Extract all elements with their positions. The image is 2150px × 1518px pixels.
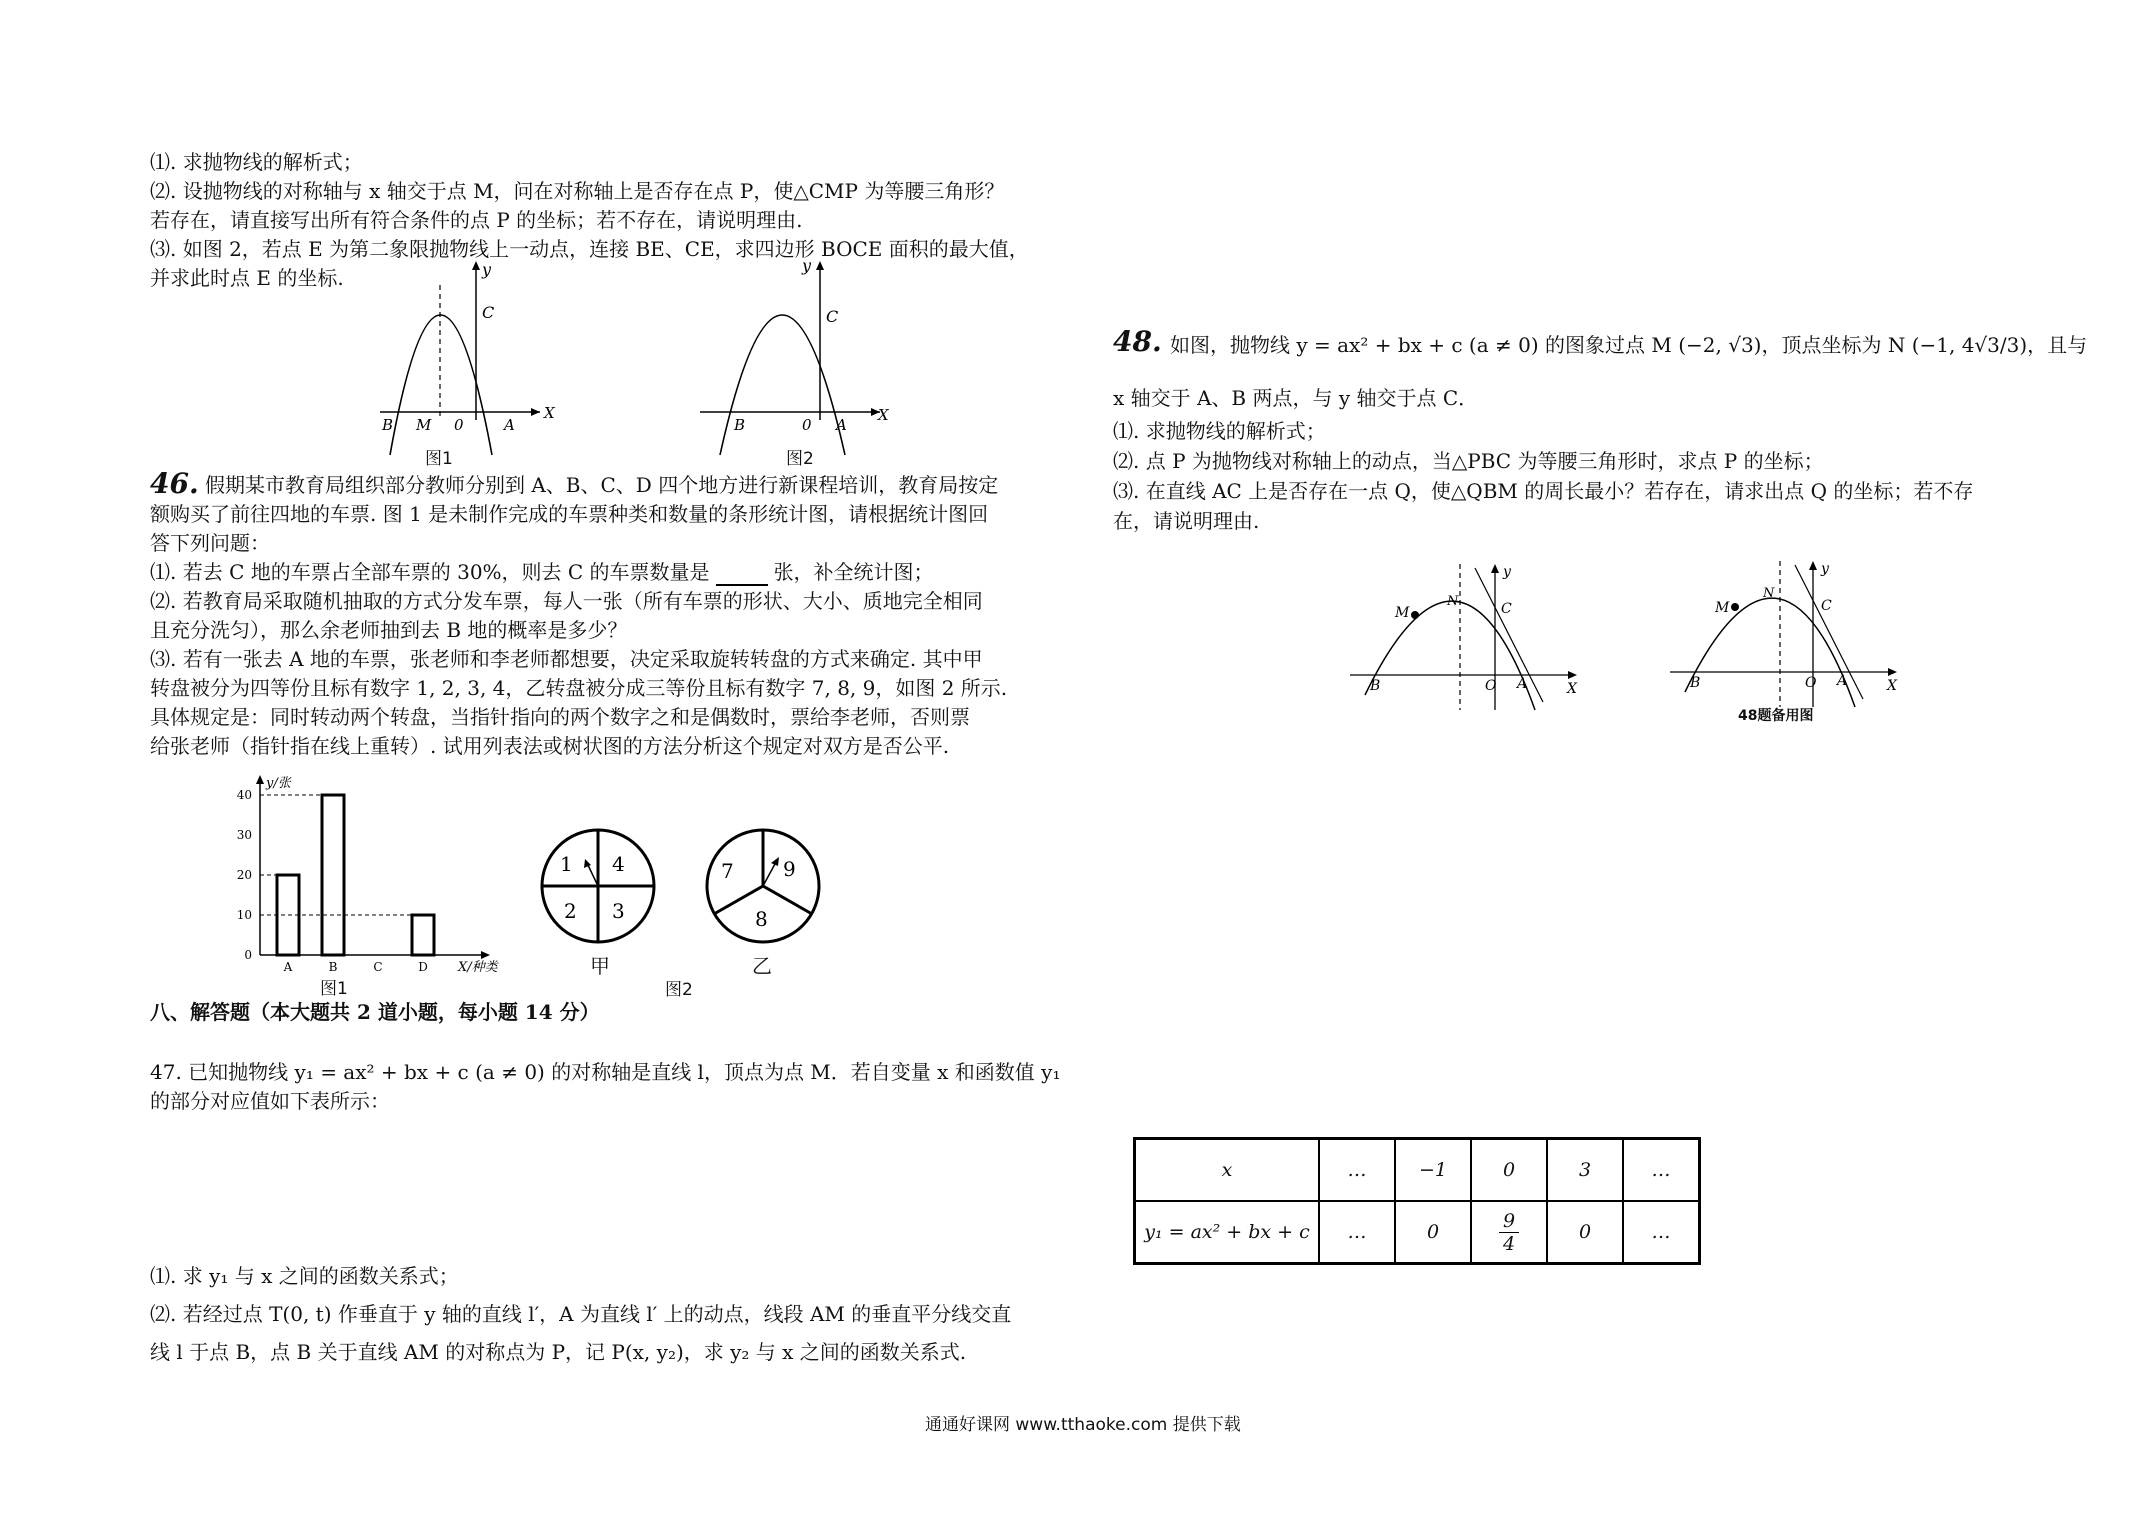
- q48-part3: ⑶. 在直线 AC 上是否存在一点 Q，使△QBM 的周长最小？若存在，请求出点 Q 的坐标；若不存: [1113, 479, 1974, 503]
- q45f1-m-label: M: [416, 416, 432, 434]
- q45f1-b-label: B: [382, 416, 394, 434]
- x-tick-label: A: [283, 960, 293, 974]
- q46-part3-cont-3: 给张老师（指针指在线上重转）. 试用列表法或树状图的方法分析这个规定对双方是否公平.: [150, 734, 950, 758]
- q48f1-o-label: O: [1485, 678, 1497, 694]
- q45-figure-2-caption: 图2: [786, 449, 814, 469]
- q48-part3-cont: 在，请说明理由.: [1113, 509, 1260, 533]
- q48f2-n-label: N: [1763, 586, 1775, 601]
- x-axis-arrow: [481, 951, 490, 959]
- table-cell: −1: [1395, 1139, 1471, 1202]
- q45f2-o-label: 0: [802, 416, 812, 434]
- q47-part1: ⑴. 求 y₁ 与 x 之间的函数关系式；: [150, 1264, 459, 1288]
- q48-part2: ⑵. 点 P 为抛物线对称轴上的动点，当△PBC 为等腰三角形时，求点 P 的坐标；: [1113, 449, 1824, 473]
- q45-figure-1-caption: 图1: [425, 449, 453, 469]
- fraction-numerator: 9: [1499, 1210, 1519, 1233]
- spinner-yi: [703, 826, 823, 946]
- q45-figure-1: [370, 255, 570, 434]
- q48f2-b-label: B: [1690, 675, 1701, 691]
- q48-figure-2: [1665, 557, 1905, 712]
- spinner-jia-num-3: 3: [612, 899, 625, 923]
- q48f1-a-label: A: [1517, 676, 1528, 692]
- y-tick-label: 40: [236, 788, 252, 802]
- q48f1-c-label: C: [1501, 601, 1512, 617]
- q48-part1: ⑴. 求抛物线的解析式；: [1113, 419, 1326, 443]
- q46-part3: ⑶. 若有一张去 A 地的车票，张老师和李老师都想要，决定采取旋转转盘的方式来确定. 其中甲: [150, 647, 983, 671]
- x-axis-label: X/种类: [458, 960, 498, 975]
- spinner-jia-num-4: 4: [612, 852, 625, 876]
- q48f1-b-label: B: [1370, 678, 1381, 694]
- y-axis-arrow: [256, 775, 264, 784]
- q45f1-y-label: y: [482, 260, 492, 279]
- spinner-yi-label: 乙: [752, 954, 772, 978]
- y-tick-label: 0: [244, 948, 252, 962]
- fraction-cell: [1471, 1201, 1547, 1264]
- q46-number: 46.: [150, 467, 199, 500]
- q47-part2: ⑵. 若经过点 T(0, t) 作垂直于 y 轴的直线 l′，A 为直线 l′ 上的动点，线段 AM 的垂直平分线交直: [150, 1302, 1012, 1326]
- bar-D: [412, 915, 434, 955]
- spinner-yi-num-9: 9: [783, 857, 796, 881]
- x-tick-label: C: [373, 960, 383, 974]
- q45-part2: ⑵. 设抛物线的对称轴与 x 轴交于点 M，问在对称轴上是否存在点 P，使△CMP 为等腰三角形？: [150, 179, 1005, 203]
- q46-stem-2: 额购买了前往四地的车票. 图 1 是未制作完成的车票种类和数量的条形统计图，请根据统计图回: [150, 502, 989, 526]
- q48-stem-2: x 轴交于 A、B 两点，与 y 轴交于点 C．: [1113, 386, 1479, 410]
- spinner-jia: [538, 826, 658, 946]
- q48f1-m-label: M: [1395, 605, 1410, 621]
- fraction-denominator: 4: [1502, 1232, 1516, 1255]
- q45-part3-cont: 并求此时点 E 的坐标.: [150, 266, 344, 290]
- table-cell: x: [1135, 1139, 1320, 1202]
- table-row: [1135, 1139, 1700, 1202]
- q46-part3-cont-2: 具体规定是：同时转动两个转盘，当指针指向的两个数字之和是偶数时，票给李老师，否则票: [150, 705, 970, 729]
- table-cell: y₁ = ax² + bx + c: [1135, 1201, 1320, 1264]
- x-tick-label: D: [418, 960, 428, 974]
- q48f2-m-label: M: [1715, 600, 1730, 616]
- y-tick-label: 20: [236, 868, 252, 882]
- q47-stem-2: 的部分对应值如下表所示：: [150, 1089, 390, 1113]
- q45-part3: ⑶. 如图 2，若点 E 为第二象限抛物线上一动点，连接 BE、CE，求四边形 BOCE 面积的最大值，: [150, 237, 1029, 261]
- q48f2-c-label: C: [1821, 598, 1832, 614]
- y-axis-label: y/张: [266, 776, 291, 791]
- table-cell: 0: [1547, 1201, 1623, 1264]
- spinner-yi-num-7: 7: [721, 859, 734, 883]
- table-cell: 0: [1395, 1201, 1471, 1264]
- table-cell: …: [1623, 1139, 1700, 1202]
- q45f1-a-label: A: [504, 416, 515, 434]
- table-cell: 3: [1547, 1139, 1623, 1202]
- q45f2-b-label: B: [734, 416, 746, 434]
- q48-figure-2-caption: 48题备用图: [1738, 708, 1814, 724]
- q45f1-x-label: X: [544, 404, 555, 422]
- q46-figure-1-caption: 图1: [320, 979, 348, 999]
- y-tick-label: 10: [236, 908, 252, 922]
- table-cell: …: [1319, 1139, 1395, 1202]
- q48f2-x-label: X: [1887, 678, 1897, 694]
- q46-stem-3: 答下列问题：: [150, 531, 270, 555]
- q45f1-c-label: C: [482, 303, 495, 322]
- q46-figure-2-caption: 图2: [665, 980, 693, 1000]
- table-cell: 0: [1471, 1139, 1547, 1202]
- q46-part1: ⑴. 若去 C 地的车票占全部车票的 30%，则去 C 的车票数量是 张，补全统计图；: [150, 560, 934, 584]
- q46-part2: ⑵. 若教育局采取随机抽取的方式分发车票，每人一张（所有车票的形状、大小、质地完全相同: [150, 589, 983, 613]
- q46-part3-cont-1: 转盘被分为四等份且标有数字 1, 2, 3, 4，乙转盘被分成三等份且标有数字 7, 8, 9，如图 2 所示.: [150, 676, 1008, 700]
- spinner-jia-num-1: 1: [560, 852, 573, 876]
- table-row: [1135, 1201, 1700, 1264]
- q48f2-a-label: A: [1837, 673, 1848, 689]
- q45f2-x-label: X: [878, 406, 889, 424]
- table-cell: …: [1319, 1201, 1395, 1264]
- q48f1-n-label: N: [1447, 594, 1459, 609]
- q45-part2-cont: 若存在，请直接写出所有符合条件的点 P 的坐标；若不存在，请说明理由.: [150, 208, 803, 232]
- q48f1-y-label: y: [1503, 564, 1511, 580]
- q48-figure-1: [1345, 560, 1585, 715]
- x-tick-label: B: [328, 960, 338, 974]
- q46-bar-chart: [230, 775, 510, 975]
- q48f2-o-label: O: [1805, 675, 1817, 691]
- q48-number: 48.: [1113, 325, 1162, 358]
- table-cell: …: [1623, 1201, 1700, 1264]
- spinner-jia-label: 甲: [590, 954, 610, 978]
- q48f1-x-label: X: [1567, 681, 1577, 697]
- q46-stem-1: 假期某市教育局组织部分教师分别到 A、B、C、D 四个地方进行新课程培训，教育局按定: [205, 473, 999, 497]
- section-8-heading: 八、解答题（本大题共 2 道小题，每小题 14 分）: [150, 1000, 600, 1024]
- q48f2-y-label: y: [1821, 561, 1829, 577]
- q48-stem-1: 如图，抛物线 y = ax² + bx + c (a ≠ 0) 的图象过点 M (−2, √3)，顶点坐标为 N (−1, 4√3/3)，且与: [1170, 333, 2088, 357]
- q45-part1: ⑴. 求抛物线的解析式；: [150, 150, 363, 174]
- q45f1-o-label: 0: [454, 416, 464, 434]
- q45f2-a-label: A: [836, 416, 847, 434]
- answer-blank: [716, 566, 768, 586]
- bar-B: [322, 795, 344, 955]
- q47-stem-1: 47. 已知抛物线 y₁ = ax² + bx + c (a ≠ 0) 的对称轴是直线 l，顶点为点 M．若自变量 x 和函数值 y₁: [150, 1060, 1061, 1084]
- q46-part2-cont: 且充分洗匀），那么余老师抽到去 B 地的概率是多少？: [150, 618, 628, 642]
- y-tick-label: 30: [236, 828, 252, 842]
- q47-value-table: [1133, 1137, 1701, 1265]
- spinner-yi-num-8: 8: [755, 907, 768, 931]
- q45f2-y-label: y: [802, 256, 812, 275]
- q45f2-c-label: C: [826, 307, 839, 326]
- footer-credit: 通通好课网 www.tthaoke.com 提供下载: [925, 1415, 1241, 1435]
- spinner-jia-num-2: 2: [564, 899, 577, 923]
- q45-figure-2: [690, 255, 890, 434]
- q47-part2-cont: 线 l 于点 B，点 B 关于直线 AM 的对称点为 P，记 P(x, y₂)，求 y₂ 与 x 之间的函数关系式.: [150, 1340, 967, 1364]
